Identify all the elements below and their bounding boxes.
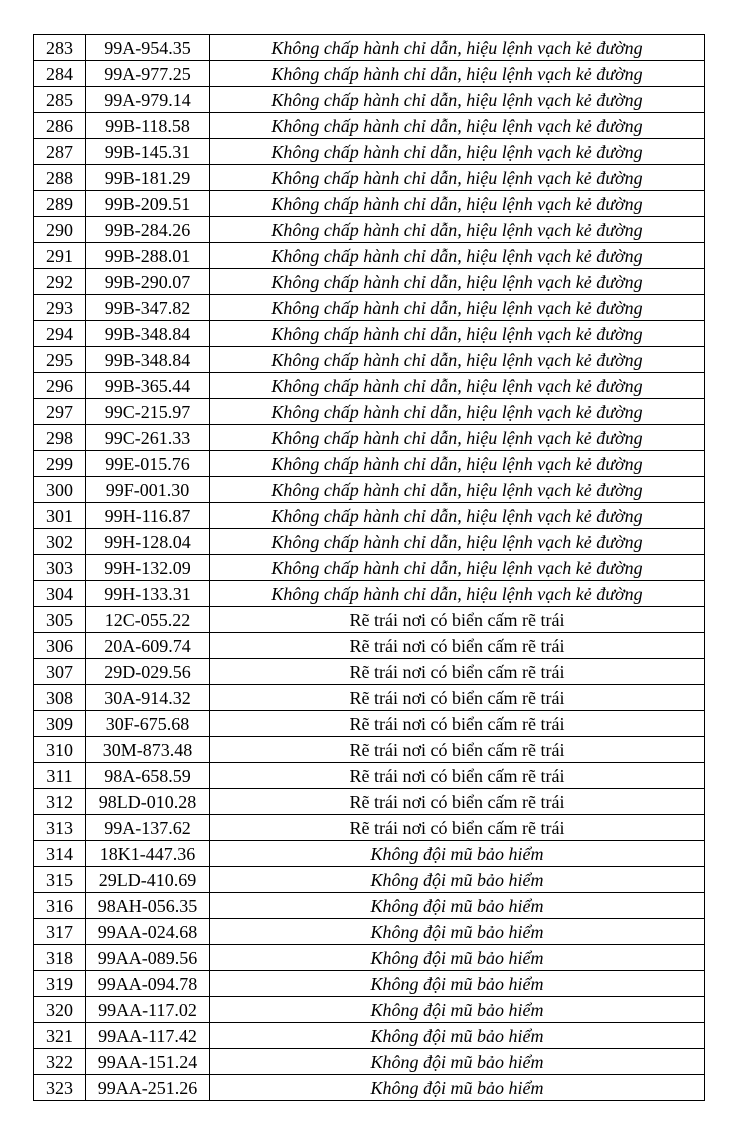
table-row xyxy=(34,165,705,191)
table-row xyxy=(34,711,705,737)
row-number-cell: 308 xyxy=(34,685,86,711)
license-plate-cell: 99H-116.87 xyxy=(86,503,210,529)
violation-cell: Không đội mũ bảo hiểm xyxy=(210,1049,705,1075)
table-row xyxy=(34,425,705,451)
row-number-cell: 294 xyxy=(34,321,86,347)
row-number-cell: 291 xyxy=(34,243,86,269)
violation-cell: Không chấp hành chỉ dẫn, hiệu lệnh vạch kẻ đường xyxy=(210,139,705,165)
violation-cell: Không chấp hành chỉ dẫn, hiệu lệnh vạch kẻ đường xyxy=(210,269,705,295)
violation-cell: Rẽ trái nơi có biển cấm rẽ trái xyxy=(210,737,705,763)
license-plate-cell: 99B-181.29 xyxy=(86,165,210,191)
violation-cell: Rẽ trái nơi có biển cấm rẽ trái xyxy=(210,685,705,711)
row-number-cell: 307 xyxy=(34,659,86,685)
row-number-cell: 309 xyxy=(34,711,86,737)
license-plate-cell: 99AA-094.78 xyxy=(86,971,210,997)
row-number-cell: 296 xyxy=(34,373,86,399)
row-number-cell: 290 xyxy=(34,217,86,243)
row-number-cell: 284 xyxy=(34,61,86,87)
table-row xyxy=(34,893,705,919)
row-number-cell: 299 xyxy=(34,451,86,477)
license-plate-cell: 99B-284.26 xyxy=(86,217,210,243)
violation-cell: Không chấp hành chỉ dẫn, hiệu lệnh vạch kẻ đường xyxy=(210,295,705,321)
license-plate-cell: 99A-977.25 xyxy=(86,61,210,87)
license-plate-cell: 30M-873.48 xyxy=(86,737,210,763)
row-number-cell: 285 xyxy=(34,87,86,113)
violation-cell: Rẽ trái nơi có biển cấm rẽ trái xyxy=(210,711,705,737)
table-row xyxy=(34,815,705,841)
table-row xyxy=(34,581,705,607)
license-plate-cell: 99B-348.84 xyxy=(86,321,210,347)
violation-cell: Không chấp hành chỉ dẫn, hiệu lệnh vạch kẻ đường xyxy=(210,113,705,139)
row-number-cell: 316 xyxy=(34,893,86,919)
table-row xyxy=(34,841,705,867)
violation-table-body xyxy=(34,35,705,1101)
table-row xyxy=(34,113,705,139)
table-row xyxy=(34,61,705,87)
row-number-cell: 295 xyxy=(34,347,86,373)
license-plate-cell: 99A-137.62 xyxy=(86,815,210,841)
row-number-cell: 301 xyxy=(34,503,86,529)
license-plate-cell: 99AA-251.26 xyxy=(86,1075,210,1101)
row-number-cell: 292 xyxy=(34,269,86,295)
violation-cell: Không chấp hành chỉ dẫn, hiệu lệnh vạch kẻ đường xyxy=(210,87,705,113)
row-number-cell: 300 xyxy=(34,477,86,503)
violation-cell: Không chấp hành chỉ dẫn, hiệu lệnh vạch kẻ đường xyxy=(210,529,705,555)
table-row xyxy=(34,789,705,815)
table-row xyxy=(34,1049,705,1075)
row-number-cell: 297 xyxy=(34,399,86,425)
violation-cell: Không đội mũ bảo hiểm xyxy=(210,945,705,971)
license-plate-cell: 99A-954.35 xyxy=(86,35,210,61)
table-row xyxy=(34,87,705,113)
violation-cell: Không chấp hành chỉ dẫn, hiệu lệnh vạch kẻ đường xyxy=(210,321,705,347)
table-row xyxy=(34,971,705,997)
table-row xyxy=(34,477,705,503)
license-plate-cell: 12C-055.22 xyxy=(86,607,210,633)
violation-cell: Không chấp hành chỉ dẫn, hiệu lệnh vạch kẻ đường xyxy=(210,61,705,87)
license-plate-cell: 99B-347.82 xyxy=(86,295,210,321)
table-row xyxy=(34,269,705,295)
row-number-cell: 305 xyxy=(34,607,86,633)
violation-cell: Rẽ trái nơi có biển cấm rẽ trái xyxy=(210,659,705,685)
row-number-cell: 298 xyxy=(34,425,86,451)
table-row xyxy=(34,321,705,347)
violation-cell: Không đội mũ bảo hiểm xyxy=(210,997,705,1023)
license-plate-cell: 30F-675.68 xyxy=(86,711,210,737)
row-number-cell: 302 xyxy=(34,529,86,555)
table-row xyxy=(34,217,705,243)
violation-cell: Không chấp hành chỉ dẫn, hiệu lệnh vạch kẻ đường xyxy=(210,555,705,581)
table-row xyxy=(34,503,705,529)
license-plate-cell: 99B-365.44 xyxy=(86,373,210,399)
table-row xyxy=(34,139,705,165)
row-number-cell: 315 xyxy=(34,867,86,893)
violation-cell: Không đội mũ bảo hiểm xyxy=(210,971,705,997)
violation-cell: Không chấp hành chỉ dẫn, hiệu lệnh vạch kẻ đường xyxy=(210,425,705,451)
row-number-cell: 288 xyxy=(34,165,86,191)
table-row xyxy=(34,555,705,581)
table-row xyxy=(34,1075,705,1101)
table-row xyxy=(34,451,705,477)
violation-cell: Không đội mũ bảo hiểm xyxy=(210,919,705,945)
table-row xyxy=(34,243,705,269)
violation-cell: Không chấp hành chỉ dẫn, hiệu lệnh vạch kẻ đường xyxy=(210,35,705,61)
table-row xyxy=(34,867,705,893)
violation-cell: Không chấp hành chỉ dẫn, hiệu lệnh vạch kẻ đường xyxy=(210,399,705,425)
row-number-cell: 311 xyxy=(34,763,86,789)
violation-cell: Không chấp hành chỉ dẫn, hiệu lệnh vạch kẻ đường xyxy=(210,165,705,191)
row-number-cell: 289 xyxy=(34,191,86,217)
violation-cell: Rẽ trái nơi có biển cấm rẽ trái xyxy=(210,633,705,659)
table-row xyxy=(34,529,705,555)
row-number-cell: 306 xyxy=(34,633,86,659)
table-row xyxy=(34,347,705,373)
table-row xyxy=(34,997,705,1023)
violation-cell: Không đội mũ bảo hiểm xyxy=(210,1075,705,1101)
license-plate-cell: 30A-914.32 xyxy=(86,685,210,711)
violation-cell: Rẽ trái nơi có biển cấm rẽ trái xyxy=(210,763,705,789)
violation-cell: Không đội mũ bảo hiểm xyxy=(210,893,705,919)
row-number-cell: 287 xyxy=(34,139,86,165)
license-plate-cell: 99AA-117.02 xyxy=(86,997,210,1023)
violation-cell: Không chấp hành chỉ dẫn, hiệu lệnh vạch kẻ đường xyxy=(210,191,705,217)
row-number-cell: 314 xyxy=(34,841,86,867)
row-number-cell: 319 xyxy=(34,971,86,997)
table-row xyxy=(34,659,705,685)
violation-cell: Rẽ trái nơi có biển cấm rẽ trái xyxy=(210,815,705,841)
row-number-cell: 318 xyxy=(34,945,86,971)
table-row xyxy=(34,685,705,711)
row-number-cell: 312 xyxy=(34,789,86,815)
license-plate-cell: 99H-133.31 xyxy=(86,581,210,607)
violation-cell: Không chấp hành chỉ dẫn, hiệu lệnh vạch kẻ đường xyxy=(210,503,705,529)
license-plate-cell: 99AA-151.24 xyxy=(86,1049,210,1075)
license-plate-cell: 98LD-010.28 xyxy=(86,789,210,815)
table-row xyxy=(34,737,705,763)
violation-cell: Không chấp hành chỉ dẫn, hiệu lệnh vạch kẻ đường xyxy=(210,373,705,399)
license-plate-cell: 99A-979.14 xyxy=(86,87,210,113)
license-plate-cell: 98A-658.59 xyxy=(86,763,210,789)
violation-cell: Rẽ trái nơi có biển cấm rẽ trái xyxy=(210,607,705,633)
violation-cell: Không chấp hành chỉ dẫn, hiệu lệnh vạch kẻ đường xyxy=(210,217,705,243)
license-plate-cell: 99AA-024.68 xyxy=(86,919,210,945)
license-plate-cell: 99F-001.30 xyxy=(86,477,210,503)
row-number-cell: 310 xyxy=(34,737,86,763)
row-number-cell: 283 xyxy=(34,35,86,61)
table-row xyxy=(34,191,705,217)
violation-cell: Không đội mũ bảo hiểm xyxy=(210,1023,705,1049)
license-plate-cell: 98AH-056.35 xyxy=(86,893,210,919)
license-plate-cell: 99C-261.33 xyxy=(86,425,210,451)
license-plate-cell: 20A-609.74 xyxy=(86,633,210,659)
violation-cell: Không chấp hành chỉ dẫn, hiệu lệnh vạch kẻ đường xyxy=(210,581,705,607)
license-plate-cell: 99H-132.09 xyxy=(86,555,210,581)
table-row xyxy=(34,1023,705,1049)
violation-cell: Không chấp hành chỉ dẫn, hiệu lệnh vạch kẻ đường xyxy=(210,243,705,269)
table-row xyxy=(34,633,705,659)
table-row xyxy=(34,607,705,633)
license-plate-cell: 99B-290.07 xyxy=(86,269,210,295)
row-number-cell: 303 xyxy=(34,555,86,581)
row-number-cell: 322 xyxy=(34,1049,86,1075)
license-plate-cell: 99AA-117.42 xyxy=(86,1023,210,1049)
license-plate-cell: 29D-029.56 xyxy=(86,659,210,685)
table-row xyxy=(34,945,705,971)
violation-cell: Không chấp hành chỉ dẫn, hiệu lệnh vạch kẻ đường xyxy=(210,347,705,373)
row-number-cell: 293 xyxy=(34,295,86,321)
license-plate-cell: 99C-215.97 xyxy=(86,399,210,425)
violation-table xyxy=(33,34,705,1101)
violation-cell: Rẽ trái nơi có biển cấm rẽ trái xyxy=(210,789,705,815)
table-row xyxy=(34,399,705,425)
violation-cell: Không chấp hành chỉ dẫn, hiệu lệnh vạch kẻ đường xyxy=(210,451,705,477)
license-plate-cell: 99AA-089.56 xyxy=(86,945,210,971)
row-number-cell: 320 xyxy=(34,997,86,1023)
license-plate-cell: 99B-288.01 xyxy=(86,243,210,269)
license-plate-cell: 29LD-410.69 xyxy=(86,867,210,893)
table-row xyxy=(34,919,705,945)
row-number-cell: 313 xyxy=(34,815,86,841)
row-number-cell: 317 xyxy=(34,919,86,945)
license-plate-cell: 99B-145.31 xyxy=(86,139,210,165)
row-number-cell: 304 xyxy=(34,581,86,607)
violation-cell: Không đội mũ bảo hiểm xyxy=(210,841,705,867)
table-row xyxy=(34,373,705,399)
license-plate-cell: 99H-128.04 xyxy=(86,529,210,555)
row-number-cell: 323 xyxy=(34,1075,86,1101)
license-plate-cell: 18K1-447.36 xyxy=(86,841,210,867)
violation-cell: Không đội mũ bảo hiểm xyxy=(210,867,705,893)
license-plate-cell: 99B-348.84 xyxy=(86,347,210,373)
license-plate-cell: 99B-118.58 xyxy=(86,113,210,139)
license-plate-cell: 99B-209.51 xyxy=(86,191,210,217)
row-number-cell: 321 xyxy=(34,1023,86,1049)
row-number-cell: 286 xyxy=(34,113,86,139)
table-row xyxy=(34,295,705,321)
table-row xyxy=(34,763,705,789)
violation-cell: Không chấp hành chỉ dẫn, hiệu lệnh vạch kẻ đường xyxy=(210,477,705,503)
table-row xyxy=(34,35,705,61)
license-plate-cell: 99E-015.76 xyxy=(86,451,210,477)
